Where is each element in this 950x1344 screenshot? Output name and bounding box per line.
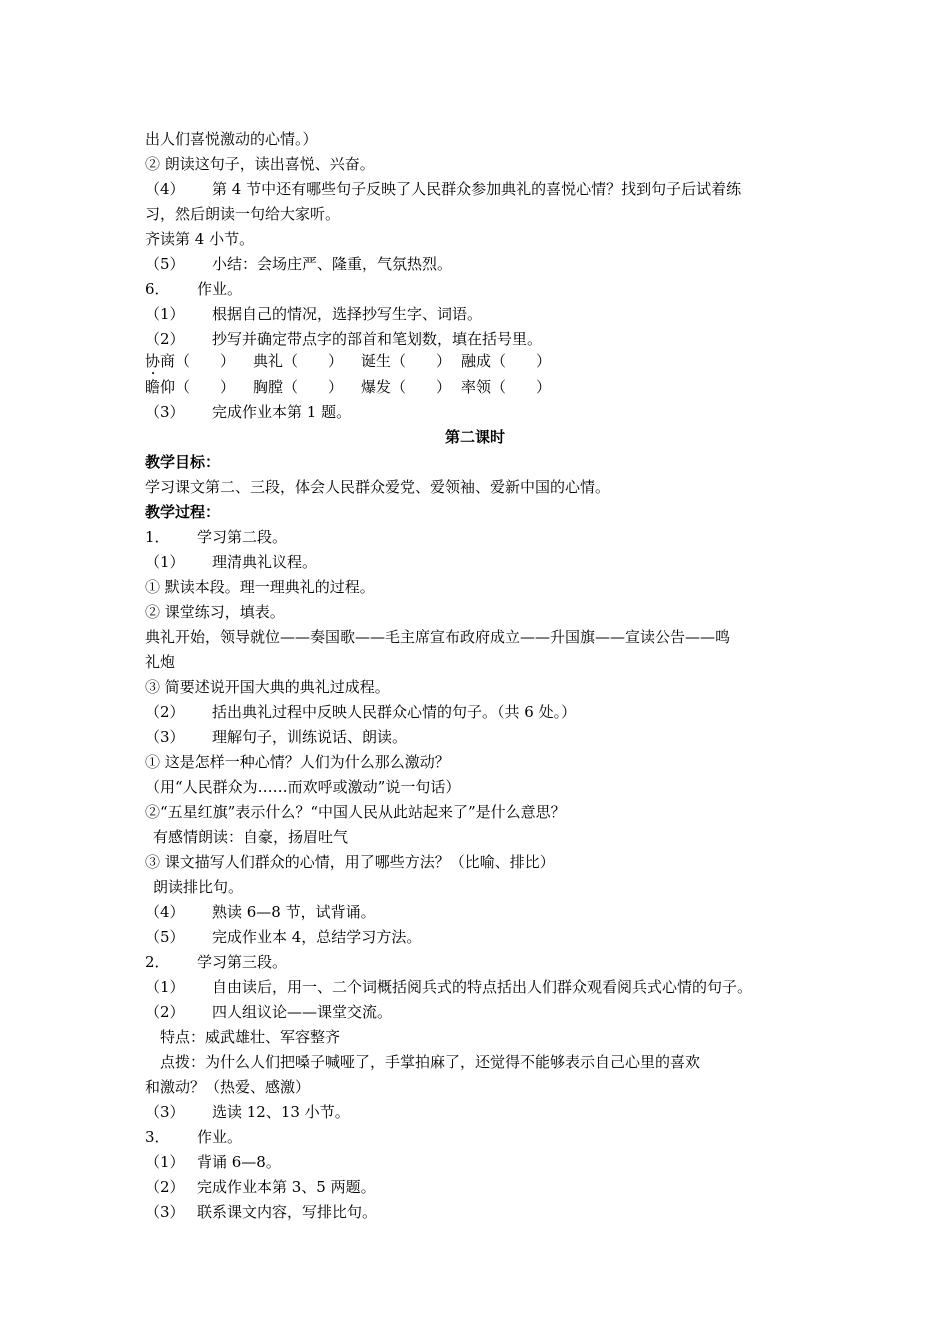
- word-cell: 诞生（ ）: [361, 352, 452, 370]
- text-line: 出人们喜悦激动的心情。）: [145, 130, 318, 148]
- text-line: ③ 简要述说开国大典的典礼过成程。: [145, 678, 390, 696]
- text-line: 有感情朗读：自豪，扬眉吐气: [153, 828, 349, 846]
- text-line: ② 朗读这句子，读出喜悦、兴奋。: [145, 155, 375, 173]
- text-line: 6． 作业。: [145, 280, 243, 298]
- word-cell: 瞻仰（ ）: [145, 378, 236, 396]
- text-line: 2． 学习第三段。: [145, 953, 288, 971]
- text-line: 齐读第 4 小节。: [145, 230, 255, 248]
- text-line: （3） 完成作业本第 1 题。: [145, 403, 352, 421]
- process-heading: 教学过程：: [145, 503, 221, 521]
- text-line: 礼炮: [145, 653, 176, 671]
- word-row: [145, 377, 551, 397]
- text-line: （5） 小结：会场庄严、隆重，气氛热烈。: [145, 255, 453, 273]
- section-title: 第二课时: [444, 428, 505, 446]
- text-line: （3） 联系课文内容，写排比句。: [145, 1203, 378, 1221]
- word-cell: 爆发（ ）: [361, 378, 452, 396]
- text-line: （1） 理清典礼议程。: [145, 553, 318, 571]
- word-cell: 融成（ ）: [461, 352, 552, 370]
- text-line: ① 这是怎样一种心情？人们为什么那么激动？: [145, 753, 450, 771]
- text-line: （2） 四人组议论——课堂交流。: [145, 1003, 393, 1021]
- word-cell: 典礼（ ）: [253, 352, 344, 370]
- text-line: ③ 课文描写人们群众的心情，用了哪些方法？（比喻、排比）: [145, 853, 555, 871]
- text-line: （4） 熟读 6—8 节，试背诵。: [145, 903, 376, 921]
- text-line: 习，然后朗读一句给大家听。: [145, 205, 341, 223]
- text-line: 和激动？（热爱、感激）: [145, 1078, 311, 1096]
- text-line: （3） 理解句子，训练说话、朗读。: [145, 728, 408, 746]
- text-line: ② 课堂练习，填表。: [145, 603, 285, 621]
- text-line: 点拨：为什么人们把嗓子喊哑了，手掌拍麻了，还觉得不能够表示自己心里的喜欢: [160, 1053, 701, 1071]
- text-line: ① 默读本段。理一理典礼的过程。: [145, 578, 375, 596]
- text-line: 典礼开始，领导就位——奏国歌——毛主席宣布政府成立——升国旗——宣读公告——鸣: [145, 628, 731, 646]
- text-line: （1） 根据自己的情况，选择抄写生字、词语。: [145, 305, 483, 323]
- text-line: （2） 括出典礼过程中反映人民群众心情的句子。（共 6 处。）: [145, 703, 577, 721]
- text-line: （4） 第 4 节中还有哪些句子反映了人民群众参加典礼的喜悦心情？找到句子后试着练: [145, 180, 742, 198]
- text-line: （2） 抄写并确定带点字的部首和笔划数，填在括号里。: [145, 330, 543, 348]
- text-line: 3． 作业。: [145, 1128, 243, 1146]
- text-line: 特点：威武雄壮、军容整齐: [160, 1028, 341, 1046]
- text-line: ②“五星红旗”表示什么？“中国人民从此站起来了”是什么意思？: [145, 803, 566, 821]
- goal-text: 学习课文第二、三段，体会人民群众爱党、爱领袖、爱新中国的心情。: [145, 478, 611, 496]
- word-cell: 率领（ ）: [461, 378, 552, 396]
- goal-heading: 教学目标：: [145, 453, 221, 471]
- word-cell: 胸膛（ ）: [253, 378, 344, 396]
- word-row: [145, 351, 551, 371]
- text-line: 1． 学习第二段。: [145, 528, 288, 546]
- text-line: 朗读排比句。: [153, 878, 244, 896]
- word-cell: 协商（ ）: [145, 352, 236, 370]
- text-line: （1） 背诵 6—8。: [145, 1153, 281, 1171]
- text-line: （用“人民群众为……而欢呼或激动”说一句话）: [145, 778, 461, 796]
- emphasis-dot: [152, 372, 154, 374]
- text-line: （5） 完成作业本 4，总结学习方法。: [145, 928, 422, 946]
- text-line: （2） 完成作业本第 3、5 两题。: [145, 1178, 376, 1196]
- text-line: （3） 选读 12、13 小节。: [145, 1103, 350, 1121]
- text-line: （1） 自由读后，用一、二个词概括阅兵式的特点括出人们群众观看阅兵式心情的句子。: [145, 978, 753, 996]
